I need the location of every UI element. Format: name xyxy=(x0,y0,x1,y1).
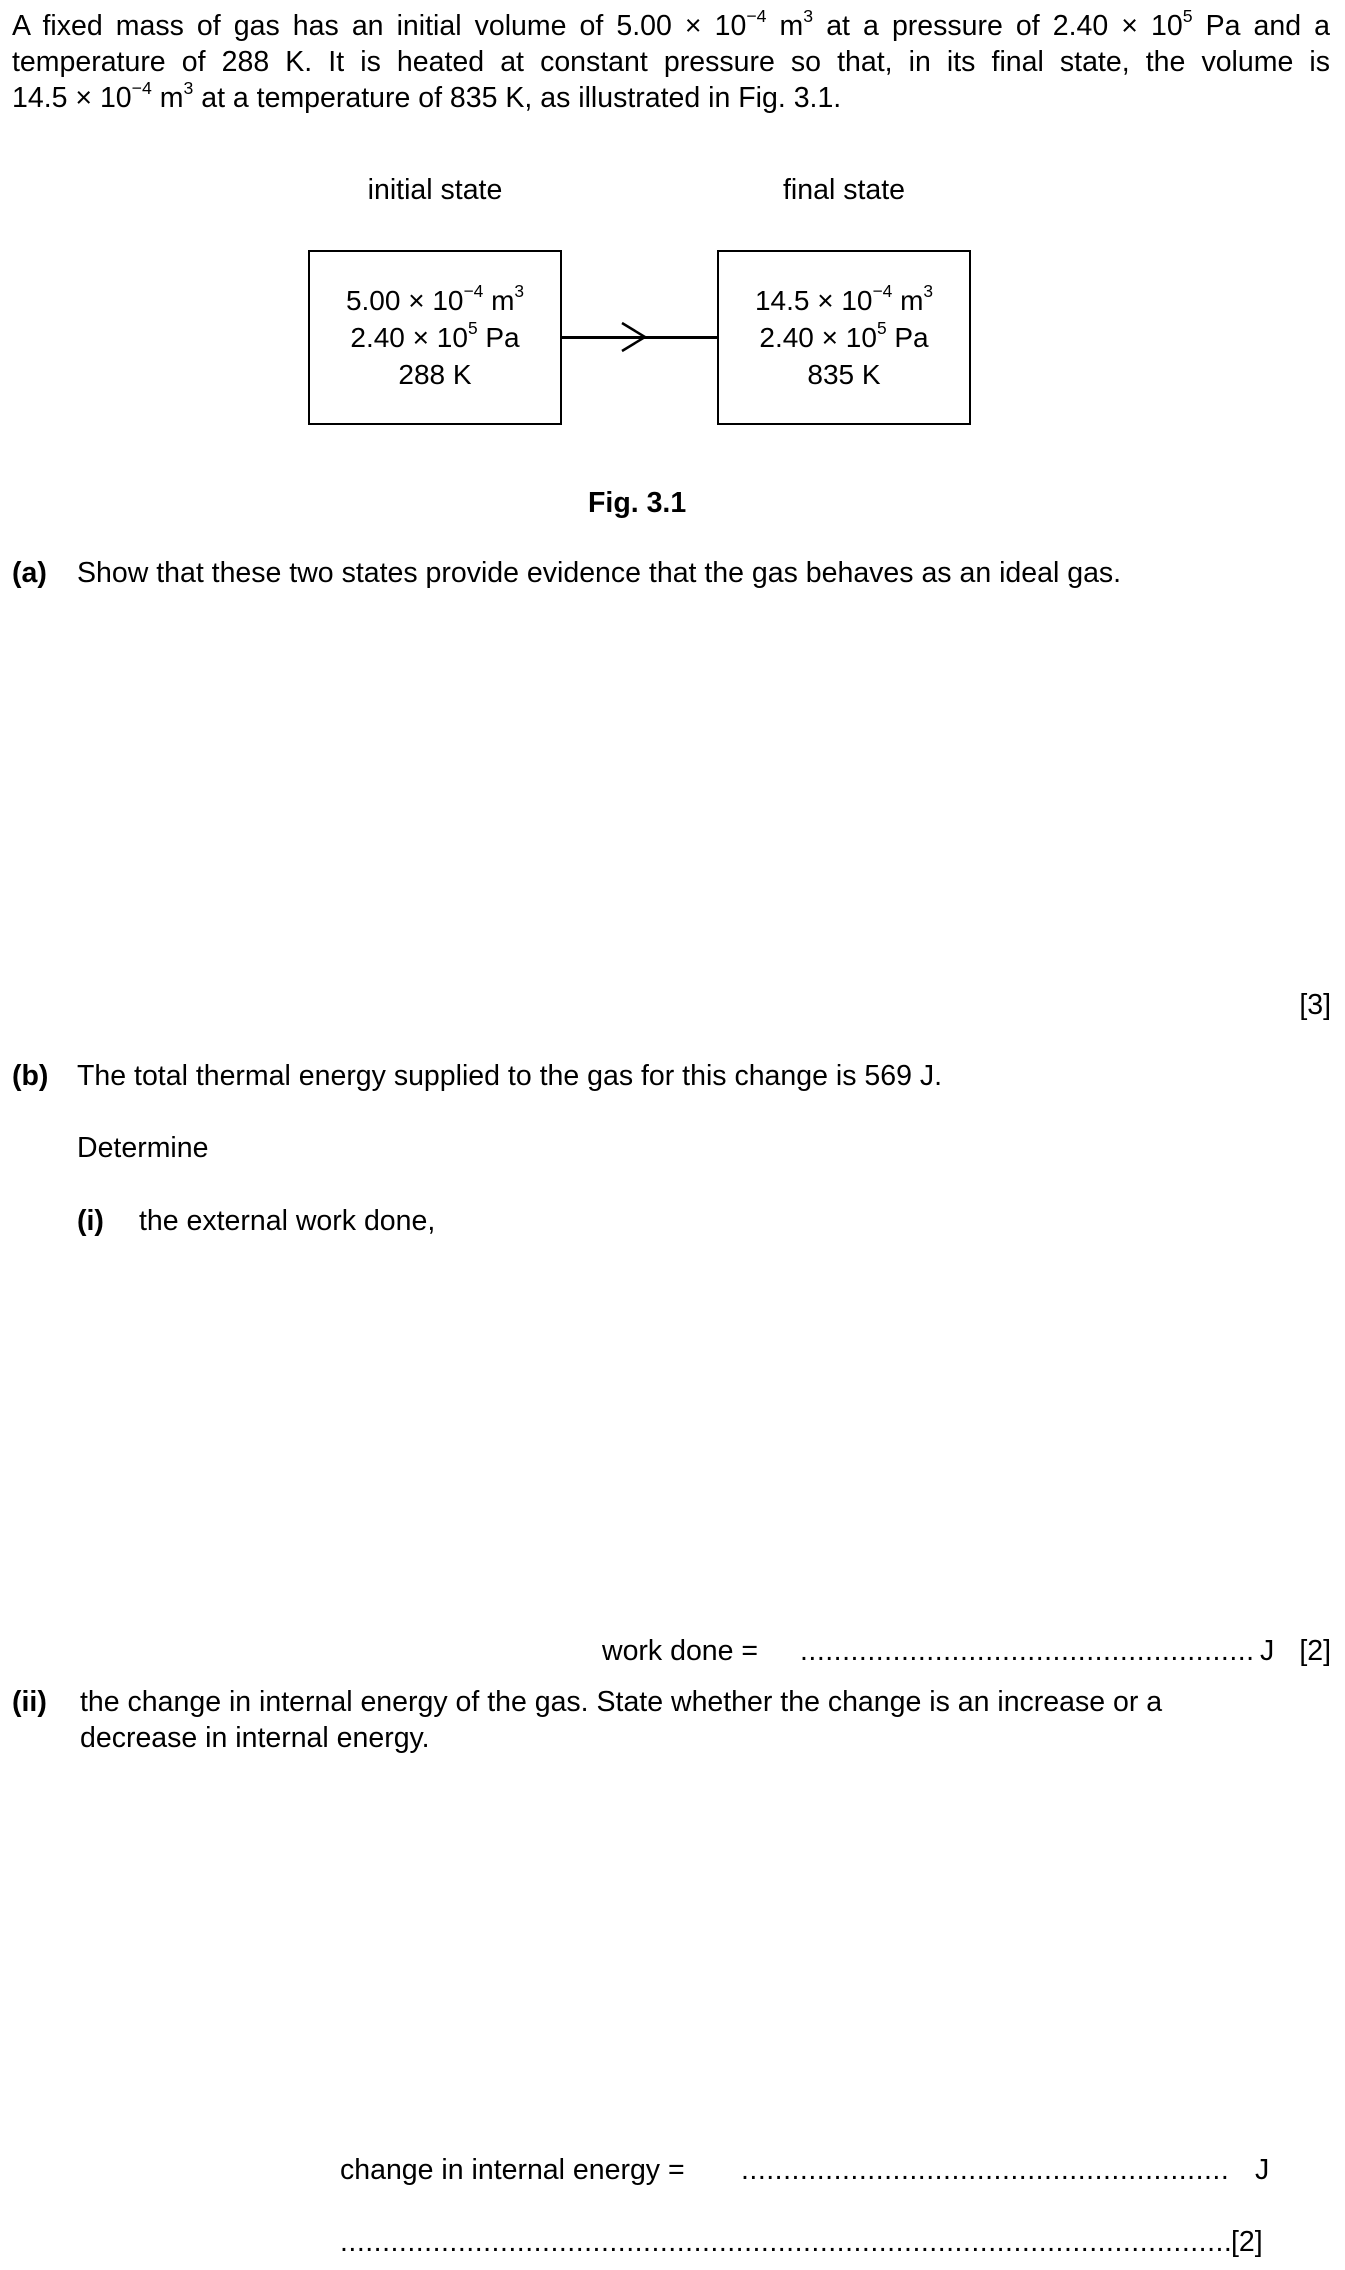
part-b-i-marks: [2] xyxy=(1299,1635,1331,1667)
initial-temperature: 288 K xyxy=(398,359,472,390)
intro-line-3: $14.5 \times 10^{-4}$ $m^3$ at a temperature of 835 K, as illustrated in Fig. 3.1. xyxy=(12,77,842,114)
arrow-head-icon xyxy=(618,321,650,353)
final-state-label: final state xyxy=(783,174,905,206)
final-volume: $14.5 \times 10^{-4}$ $m^3$ xyxy=(754,281,934,316)
part-b-ii-label: (ii) xyxy=(12,1686,47,1718)
part-b-ii-text-line-1: the change in internal energy of the gas. State whether the change is an increase or a xyxy=(80,1686,1163,1718)
initial-pressure: $2.40 \times 10^5$ Pa xyxy=(350,318,520,353)
initial-volume: $5.00 \times 10^{-4}$ $m^3$ xyxy=(345,281,525,316)
determine-text: Determine xyxy=(77,1132,209,1164)
part-b-ii-marks: [2] xyxy=(1231,2226,1263,2258)
final-pressure: $2.40 \times 10^5$ Pa xyxy=(759,318,929,353)
work-done-unit: J xyxy=(1260,1635,1275,1667)
part-a-text: Show that these two states provide evidence that the gas behaves as an ideal gas. xyxy=(77,557,1122,589)
part-a-marks: [3] xyxy=(1299,989,1331,1021)
initial-state-box xyxy=(308,250,562,425)
internal-energy-answer-line[interactable]: .......................................................... xyxy=(741,2154,1230,2186)
intro-line-1: A fixed mass of gas has an initial volume of $5.00 \times 10^{-4}$ $m^3$ at a pressure of $2.40 \times 10^5$ Pa and a xyxy=(12,5,1330,42)
part-b-i-label: (i) xyxy=(77,1205,104,1237)
internal-energy-label: change in internal energy = xyxy=(340,2154,685,2186)
work-done-label: work done = xyxy=(602,1635,759,1667)
final-temperature: 835 K xyxy=(807,359,881,390)
internal-energy-unit: J xyxy=(1255,2154,1270,2186)
increase-decrease-answer-line[interactable]: .......................................................................................................... xyxy=(340,2226,1233,2258)
part-a-label: (a) xyxy=(12,557,47,589)
intro-paragraph xyxy=(12,5,1330,116)
work-done-answer-line[interactable]: ...................................................... xyxy=(800,1635,1255,1667)
part-b-ii-text-line-2: decrease in internal energy. xyxy=(80,1722,430,1754)
part-b-label: (b) xyxy=(12,1060,49,1092)
figure-caption: Fig. 3.1 xyxy=(588,487,687,519)
final-state-box xyxy=(717,250,971,425)
intro-line-2: temperature of 288 K. It is heated at constant pressure so that, in its final state, the volume is xyxy=(12,46,1330,78)
part-b-text: The total thermal energy supplied to the gas for this change is 569 J. xyxy=(77,1060,943,1092)
initial-state-label: initial state xyxy=(367,174,503,206)
part-b-i-text: the external work done, xyxy=(139,1205,436,1237)
